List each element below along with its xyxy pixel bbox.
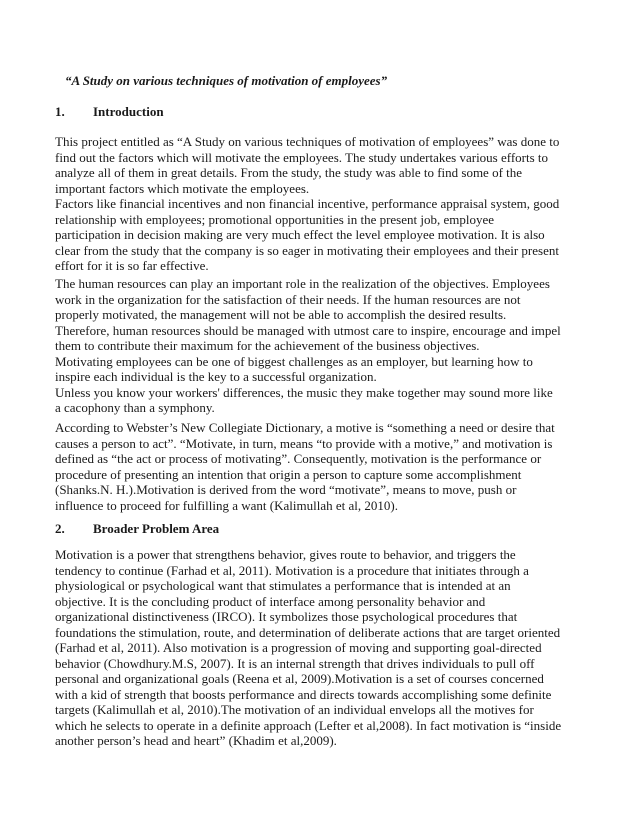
section-number: 1.	[55, 104, 65, 119]
text-line: important factors which motivate the employees.	[55, 180, 310, 196]
paragraph-intro-2	[55, 276, 561, 416]
text-line: with a kid of strength that boosts performance and directs towards accomplishing some definite	[55, 686, 552, 702]
text-line: participation in decision making are very much effect the level employee motivation. It is also	[55, 227, 545, 242]
text-line: targets (Kalimullah et al, 2010).The motivation of an individual envelops all the motives for	[55, 702, 534, 717]
section-heading-introduction	[55, 103, 164, 120]
text-line: foundations the stimulation, route, and determination of deliberate actions that are target oriented	[55, 624, 561, 640]
text-line: defined as “the act or process of motivating”. Consequently, motivation is the performance or	[55, 451, 542, 466]
text-line: (Shanks.N. H.).Motivation is derived from the word “motivate”, means to move, push or	[55, 482, 517, 497]
section-heading-broader-problem-area	[55, 520, 219, 537]
text-line: This project entitled as “A Study on various techniques of motivation of employees” was done to	[55, 134, 560, 149]
text-line: procedure of presenting an intention that origin a person to capture some accomplishment	[55, 466, 522, 482]
text-line: behavior (Chowdhury.M.S, 2007). It is an internal strength that drives individuals to pull off	[55, 655, 535, 671]
text-line: causes a person to act”. “Motivate, in turn, means “to provide with a motive,” and motivation is	[55, 435, 553, 451]
text-line: influence to proceed for fulfilling a want (Kalimullah et al, 2010).	[55, 497, 398, 513]
text-line: find out the factors which will motivate the employees. The study undertakes various efforts to	[55, 149, 549, 165]
section-title: Introduction	[93, 104, 164, 119]
text-line: Factors like financial incentives and non financial incentive, performance appraisal system, good	[55, 196, 560, 211]
text-line: effort for it is so far effective.	[55, 258, 209, 273]
text-line: organizational distinctiveness (IRCO). It symbolizes those psychological procedures that	[55, 609, 518, 624]
text-line: Therefore, human resources should be managed with utmost care to inspire, encourage and impel	[55, 322, 561, 338]
text-line: relationship with employees; promotional opportunities in the present job, employee	[55, 211, 495, 227]
text-line: a cacophony than a symphony.	[55, 400, 215, 415]
text-line: tendency to continue (Farhad et al, 2011). Motivation is a procedure that initiates through a	[55, 562, 529, 578]
text-line: (Farhad et al, 2011). Also motivation is a progression of moving and supporting goal-directed	[55, 640, 542, 655]
text-line: personal and organizational goals (Reena et al, 2009).Motivation is a set of courses concerned	[55, 671, 544, 686]
text-line: Unless you know your workers' differences, the music they make together may sound more like	[55, 384, 553, 400]
text-line: which he selects to operate in a definite approach (Lefter et al,2008). In fact motivation is “inside	[55, 717, 562, 733]
document-title: “A Study on various techniques of motivation of employees”	[65, 73, 388, 88]
text-line: properly motivated, the management will not be able to accomplish the desired results.	[55, 307, 507, 322]
text-line: another person’s head and heart” (Khadim et al,2009).	[55, 733, 337, 748]
text-line: Motivating employees can be one of biggest challenges as an employer, but learning how to	[55, 353, 533, 369]
section-number: 2.	[55, 521, 65, 536]
text-line: inspire each individual is the key to a successful organization.	[55, 369, 377, 384]
text-line: Motivation is a power that strengthens behavior, gives route to behavior, and triggers the	[55, 547, 516, 562]
text-line: work in the organization for the satisfaction of their needs. If the human resources are not	[55, 291, 521, 307]
text-line: According to Webster’s New Collegiate Dictionary, a motive is “something a need or desire that	[55, 420, 555, 435]
text-line: objective. It is the concluding product of interface among personality behavior and	[55, 593, 486, 609]
paragraph-intro-3	[55, 420, 555, 513]
section-title: Broader Problem Area	[93, 521, 220, 536]
text-line: physiological or psychological want that stimulates a performance that is intended at an	[55, 578, 511, 593]
text-line: The human resources can play an important role in the realization of the objectives. Employees	[55, 276, 550, 291]
text-line: clear from the study that the company is so eager in motivating their employees and their present	[55, 242, 559, 258]
paragraph-broader-problem-1	[55, 547, 561, 749]
text-line: analyze all of them in great details. From the study, the study was able to find some of the	[55, 165, 523, 180]
text-line: them to contribute their maximum for the achievement of the business objectives.	[55, 338, 480, 353]
paragraph-intro-1	[55, 134, 559, 274]
